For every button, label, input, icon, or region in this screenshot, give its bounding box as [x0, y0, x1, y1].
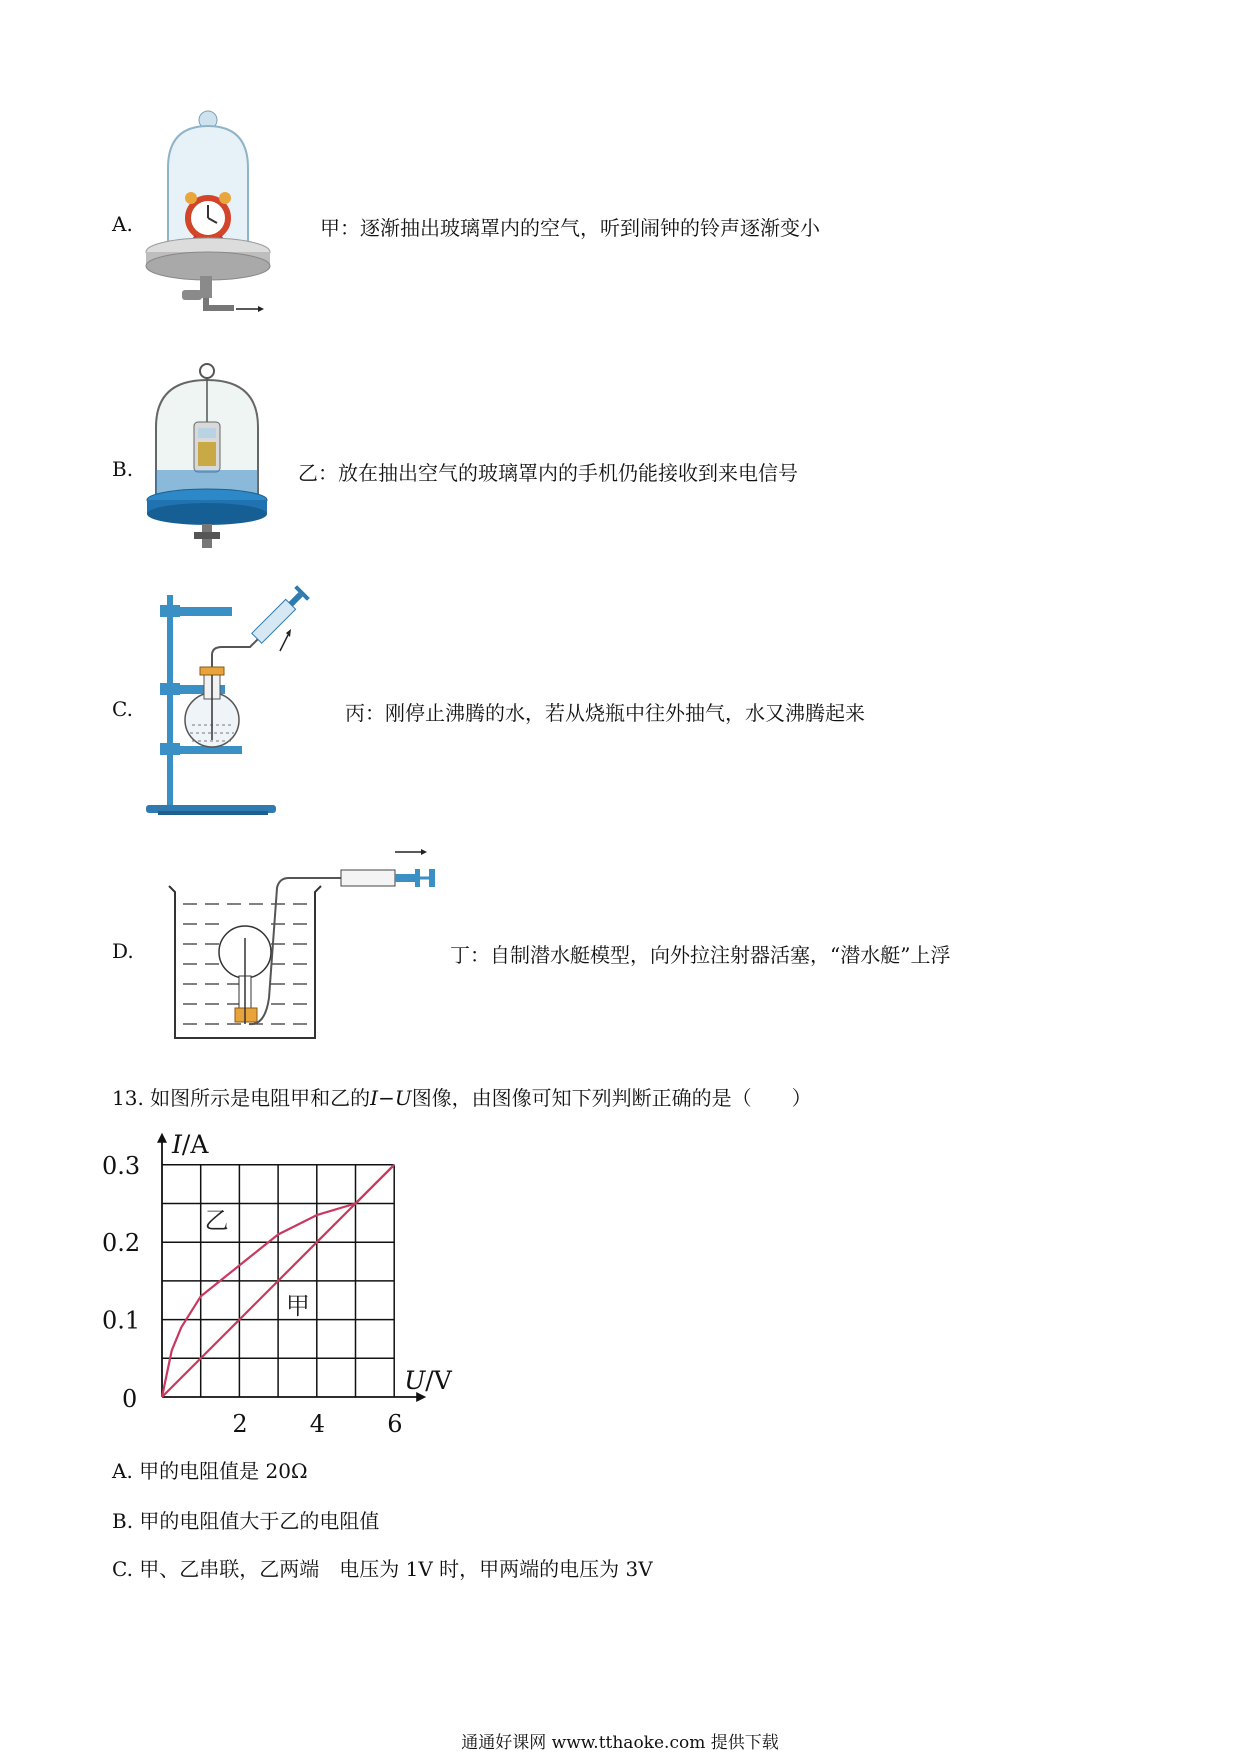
series-label: 乙: [204, 1206, 229, 1235]
option-d-caption: 丁：自制潜水艇模型，向外拉注射器活塞，“潜水艇”上浮: [450, 943, 951, 967]
bell-jar-alarm-clock-figure: [140, 108, 290, 338]
question-stem-after: 图像，由图像可知下列判断正确的是（ ）: [411, 1086, 812, 1110]
x-tick-label: 6: [387, 1410, 403, 1435]
x-tick-label: 2: [232, 1410, 248, 1435]
flask-syringe-stand-figure: [140, 575, 340, 825]
option-b-letter: B.: [112, 457, 134, 481]
answer-b: B. 甲的电阻值大于乙的电阻值: [112, 1509, 380, 1533]
iu-graph: [100, 1125, 480, 1435]
series-label: 甲: [285, 1291, 310, 1320]
beaker-submarine-figure: [165, 848, 455, 1048]
x-tick-label: 4: [309, 1410, 326, 1435]
question-13-text: [112, 1082, 812, 1111]
question-formula: I−U: [370, 1086, 412, 1110]
bell-jar-phone-figure: [140, 362, 275, 577]
answer-c: C. 甲、乙串联，乙两端 电压为 1V 时，甲两端的电压为 3V: [112, 1557, 653, 1581]
y-tick-label: 0.3: [102, 1151, 141, 1180]
page-footer: 通通好课网 www.tthaoke.com 提供下载: [461, 1733, 779, 1753]
origin-label: 0: [122, 1385, 138, 1413]
question-stem-before: 如图所示是电阻甲和乙的: [150, 1086, 371, 1110]
y-tick-label: 0.1: [102, 1306, 141, 1335]
option-c-caption: 丙：刚停止沸腾的水，若从烧瓶中往外抽气，水又沸腾起来: [345, 701, 865, 725]
option-a-letter: A.: [112, 212, 133, 236]
y-tick-label: 0.2: [102, 1229, 141, 1258]
y-axis-arrow: [157, 1133, 167, 1143]
question-number: 13.: [112, 1086, 144, 1110]
option-d-letter: D.: [112, 939, 134, 963]
option-c-letter: C.: [112, 697, 133, 721]
y-axis-label: I/A: [172, 1129, 209, 1159]
option-a-caption: 甲：逐渐抽出玻璃罩内的空气，听到闹钟的铃声逐渐变小: [320, 216, 820, 240]
x-axis-label: U/V: [404, 1366, 452, 1395]
answer-a: A. 甲的电阻值是 20Ω: [112, 1459, 308, 1483]
option-b-caption: 乙：放在抽出空气的玻璃罩内的手机仍能接收到来电信号: [298, 461, 798, 485]
